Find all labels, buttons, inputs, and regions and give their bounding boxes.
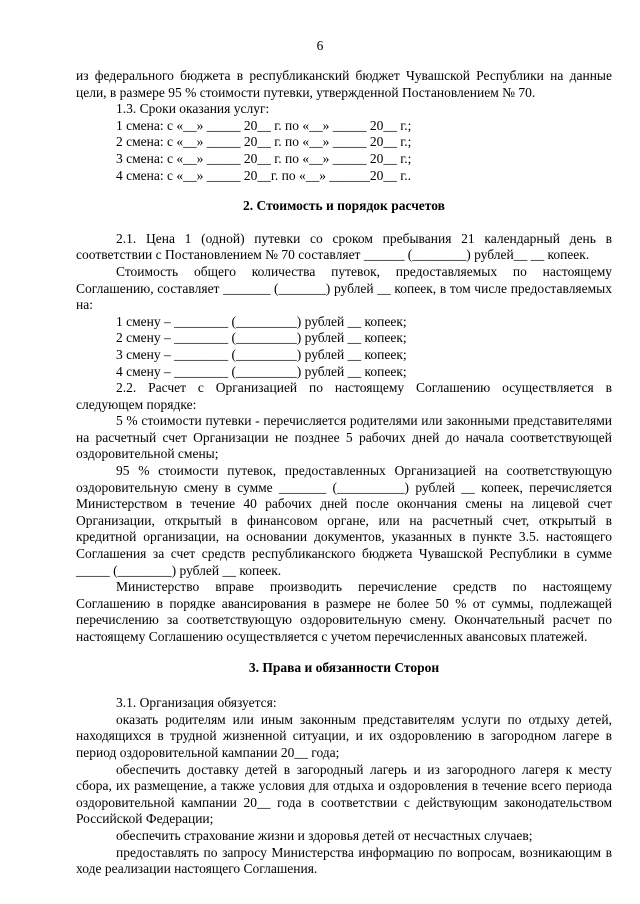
section-2-heading: 2. Стоимость и порядок расчетов xyxy=(243,198,445,214)
shift-cost-line: 1 смену – ________ (_________) рублей __ копеек; xyxy=(116,313,407,329)
shift-cost-line: 3 смену – ________ (_________) рублей __ копеек; xyxy=(116,346,407,362)
obligation-item: обеспечить страхование жизни и здоровья детей от несчастных случаев; xyxy=(116,827,533,843)
shift-date-line: 1 смена: с «__» _____ 20__ г. по «__» _____ 20__ г.; xyxy=(116,117,412,133)
paragraph-2-1: 2.1. Цена 1 (одной) путевки со сроком пребывания 21 календарный день в соответствии с Постановлением № 70 составляет ______ (________) рублей__ __ копеек. xyxy=(76,230,612,263)
paragraph-total-cost: Стоимость общего количества путевок, предоставляемых по настоящему Соглашению, составляет _______ (_______) рублей __ копеек, в том числе предоставляемых на: xyxy=(76,263,612,313)
page-number: 6 xyxy=(316,38,324,53)
paragraph-continuation: из федерального бюджета в республиканский бюджет Чувашской Республики на данные цели, в размере 95 % стоимости путевки, утвержденной Постановлением № 70. xyxy=(76,68,612,100)
shift-date-line: 4 смена: с «__» _____ 20__г. по «__» ______20__ г.. xyxy=(116,167,411,183)
paragraph-5-percent: 5 % стоимости путевки - перечисляется родителями или законными представителями на расчетный счет Организации не позднее 5 рабочих дней до начала соответствующей оздоровительной смены; xyxy=(76,413,612,462)
shift-cost-line: 4 смену – ________ (_________) рублей __ копеек; xyxy=(116,363,407,379)
paragraph-2-2: 2.2. Расчет с Организацией по настоящему Соглашению осуществляется в следующем порядке: xyxy=(76,380,612,412)
paragraph-1-3: 1.3. Сроки оказания услуг: xyxy=(116,101,270,117)
section-3-heading: 3. Права и обязанности Сторон xyxy=(248,659,440,675)
shift-cost-line: 2 смену – ________ (_________) рублей __ копеек; xyxy=(116,330,407,346)
paragraph-95-percent: 95 % стоимости путевок, предоставленных Организацией на соответствующую оздоровительную смену в сумме _______ (__________) рублей __ копеек, перечисляется Министерством в течение 40 рабочих дней после окончания смены на лицевой счет Организации, открытый в финансовом органе, или на расчетный счет, открытый в кредитной организации, на основании документов, указанных в пункте 3.5. настоящего Соглашения за счет средств республиканского бюджета Чувашской Республики в сумме _____ (________) рублей __ копеек. xyxy=(76,463,612,578)
document-body xyxy=(76,68,612,878)
obligation-item: оказать родителям или иным законным представителям услуги по отдыху детей, находящихся в трудной жизненной ситуации, и их оздоровлению в загородном лагере в период оздоровительной кампании 20__ года; xyxy=(76,711,612,760)
shift-date-line: 3 смена: с «__» _____ 20__ г. по «__» _____ 20__ г.; xyxy=(116,150,412,166)
shift-date-line: 2 смена: с «__» _____ 20__ г. по «__» _____ 20__ г.; xyxy=(116,134,412,150)
obligation-item: предоставлять по запросу Министерства информацию по вопросам, возникающим в ходе реализации настоящего Соглашения. xyxy=(76,844,612,877)
paragraph-3-1: 3.1. Организация обязуется: xyxy=(116,695,277,711)
obligation-item: обеспечить доставку детей в загородный лагерь и из загородного лагеря к месту сбора, их размещение, а также условия для отдыха и оздоровления в течение всего периода оздоровительной кампании 20__ года в соответствии с действующим законодательством Российской Федерации; xyxy=(76,761,612,827)
paragraph-advance: Министерство вправе производить перечисление средств по настоящему Соглашению в порядке авансирования в размере не более 50 % от суммы, подлежащей перечислению за соответствующую оздоровительную смену. Окончательный расчет по настоящему Соглашению осуществляется с учетом перечисленных авансовых платежей. xyxy=(76,579,612,644)
